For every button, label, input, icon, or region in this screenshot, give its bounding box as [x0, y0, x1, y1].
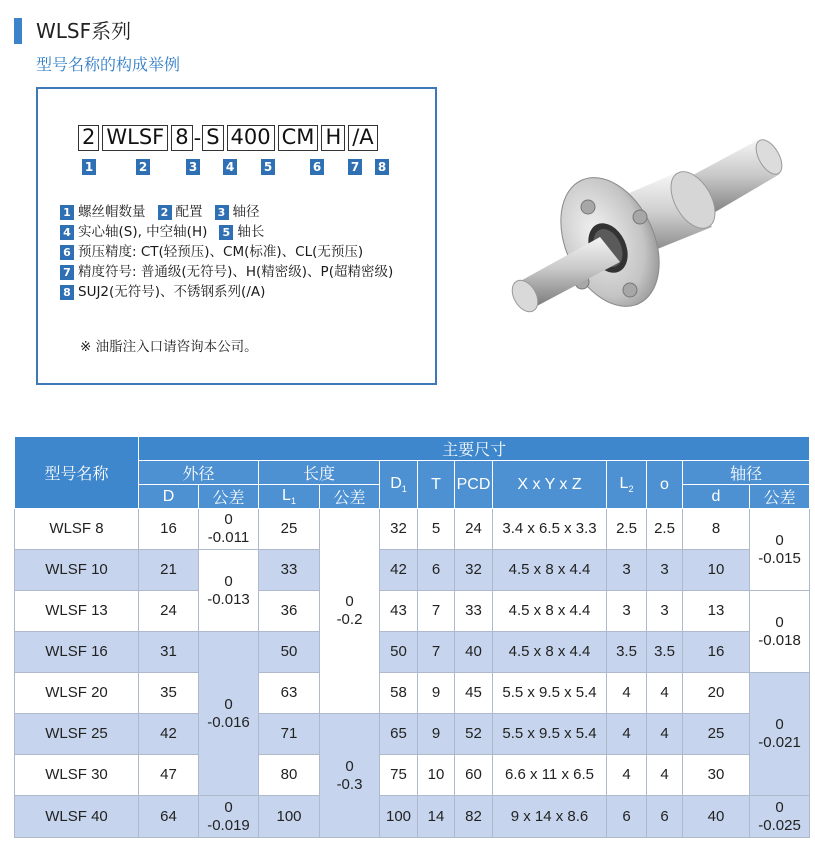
code-number-3: 3 [186, 159, 200, 175]
cell-L2: 6 [607, 796, 647, 838]
code-segment-1: 2 [78, 125, 99, 151]
cell-D1: 42 [380, 550, 418, 591]
header-shaft-diameter: 轴径 [683, 461, 810, 485]
cell-model: WLSF 20 [15, 673, 139, 714]
cell-D: 31 [139, 632, 199, 673]
cell-L1: 25 [259, 509, 320, 550]
cell-d: 10 [683, 550, 750, 591]
cell-model: WLSF 30 [15, 755, 139, 796]
page-title: WLSF系列 [36, 19, 132, 43]
code-number-8: 8 [375, 159, 389, 175]
code-segment-5: 400 [227, 125, 275, 151]
cell-d-tolerance: 0 -0.021 [750, 673, 810, 796]
cell-XYZ: 4.5 x 8 x 4.4 [493, 550, 607, 591]
table-row [15, 755, 810, 796]
cell-L1: 71 [259, 714, 320, 755]
cell-model: WLSF 25 [15, 714, 139, 755]
header-main-dimensions: 主要尺寸 [139, 437, 810, 461]
cell-o: 3 [647, 550, 683, 591]
legend-num: 4 [60, 225, 74, 240]
cell-o: 4 [647, 673, 683, 714]
cell-model: WLSF 10 [15, 550, 139, 591]
cell-PCD: 82 [455, 796, 493, 838]
header-PCD: PCD [455, 461, 493, 509]
title-accent-bar [14, 18, 22, 44]
cell-XYZ: 4.5 x 8 x 4.4 [493, 591, 607, 632]
code-segment-2: WLSF [102, 125, 168, 151]
legend-line-4 [60, 262, 393, 282]
cell-PCD: 33 [455, 591, 493, 632]
cell-D1: 58 [380, 673, 418, 714]
table-row [15, 509, 810, 550]
cell-T: 6 [418, 550, 455, 591]
cell-T: 14 [418, 796, 455, 838]
cell-model: WLSF 8 [15, 509, 139, 550]
header-d: d [683, 485, 750, 509]
flange-hole [633, 210, 647, 224]
cell-D1: 50 [380, 632, 418, 673]
cell-model: WLSF 16 [15, 632, 139, 673]
cell-L2: 3 [607, 591, 647, 632]
code-segment-8: /A [348, 125, 377, 151]
cell-L1: 80 [259, 755, 320, 796]
cell-D-tolerance: 0 -0.019 [199, 796, 259, 838]
legend-text: 实心轴(S), 中空轴(H) [78, 224, 208, 240]
cell-d: 40 [683, 796, 750, 838]
cell-D: 42 [139, 714, 199, 755]
legend-text: 预压精度: CT(轻预压)、CM(标准)、CL(无预压) [78, 244, 364, 260]
code-segment-7: H [321, 125, 345, 151]
code-segment-6: CM [278, 125, 319, 151]
cell-L-tolerance: 0 -0.3 [320, 714, 380, 838]
table-row [15, 673, 810, 714]
cell-PCD: 24 [455, 509, 493, 550]
code-number-7: 7 [348, 159, 362, 175]
cell-D: 16 [139, 509, 199, 550]
legend-text: SUJ2(无符号)、不锈钢系列(/A) [78, 284, 266, 300]
code-number-6: 6 [310, 159, 324, 175]
cell-L2: 2.5 [607, 509, 647, 550]
header-o: o [647, 461, 683, 509]
ball-spline-product-image [500, 122, 800, 342]
model-code-box [36, 87, 437, 385]
cell-d: 25 [683, 714, 750, 755]
cell-D1: 75 [380, 755, 418, 796]
cell-D: 24 [139, 591, 199, 632]
cell-d: 8 [683, 509, 750, 550]
cell-L2: 4 [607, 673, 647, 714]
legend-line-2 [60, 222, 393, 242]
cell-L1: 63 [259, 673, 320, 714]
legend-num: 8 [60, 285, 74, 300]
cell-d: 13 [683, 591, 750, 632]
table-row [15, 591, 810, 632]
header-d-tolerance: 公差 [750, 485, 810, 509]
cell-XYZ: 3.4 x 6.5 x 3.3 [493, 509, 607, 550]
legend-num: 3 [215, 205, 229, 220]
table-row [15, 714, 810, 755]
cell-L1: 50 [259, 632, 320, 673]
code-number-2: 2 [136, 159, 150, 175]
cell-XYZ: 5.5 x 9.5 x 5.4 [493, 714, 607, 755]
cell-D1: 32 [380, 509, 418, 550]
cell-o: 6 [647, 796, 683, 838]
table-row [15, 632, 810, 673]
cell-L1: 36 [259, 591, 320, 632]
cell-D: 21 [139, 550, 199, 591]
legend-num: 6 [60, 245, 74, 260]
legend-num: 5 [219, 225, 233, 240]
cell-PCD: 52 [455, 714, 493, 755]
code-number-5: 5 [261, 159, 275, 175]
cell-PCD: 32 [455, 550, 493, 591]
cell-d: 20 [683, 673, 750, 714]
cell-XYZ: 9 x 14 x 8.6 [493, 796, 607, 838]
cell-T: 9 [418, 714, 455, 755]
header-D-tolerance: 公差 [199, 485, 259, 509]
cell-L2: 3.5 [607, 632, 647, 673]
cell-PCD: 60 [455, 755, 493, 796]
header-length: 长度 [259, 461, 380, 485]
cell-D-tolerance: 0 -0.013 [199, 550, 259, 632]
legend-text: 精度符号: 普通级(无符号)、H(精密级)、P(超精密级) [78, 264, 394, 280]
cell-D: 47 [139, 755, 199, 796]
legend-text: 配置 [175, 204, 203, 220]
cell-L1: 100 [259, 796, 320, 838]
cell-L2: 4 [607, 755, 647, 796]
code-segment-3: 8 [171, 125, 192, 151]
cell-XYZ: 5.5 x 9.5 x 5.4 [493, 673, 607, 714]
table-row [15, 796, 810, 838]
model-code-example [78, 125, 378, 151]
cell-model: WLSF 40 [15, 796, 139, 838]
cell-L2: 4 [607, 714, 647, 755]
cell-o: 4 [647, 755, 683, 796]
cell-L2: 3 [607, 550, 647, 591]
code-segment-4: S [202, 125, 223, 151]
legend-line-5 [60, 282, 393, 302]
header-D: D [139, 485, 199, 509]
header-L1: $L_1$ [259, 485, 320, 509]
cell-XYZ: 6.6 x 11 x 6.5 [493, 755, 607, 796]
cell-D1: 100 [380, 796, 418, 838]
spec-table [14, 436, 810, 838]
header-T: T [418, 461, 455, 509]
code-number-1: 1 [82, 159, 96, 175]
flange-hole [581, 200, 595, 214]
cell-o: 3.5 [647, 632, 683, 673]
code-number-4: 4 [223, 159, 237, 175]
cell-XYZ: 4.5 x 8 x 4.4 [493, 632, 607, 673]
cell-o: 4 [647, 714, 683, 755]
cell-T: 9 [418, 673, 455, 714]
flange-hole [623, 283, 637, 297]
cell-d-tolerance: 0 -0.018 [750, 591, 810, 673]
legend-text: 轴长 [237, 224, 265, 240]
cell-o: 2.5 [647, 509, 683, 550]
cell-d-tolerance: 0 -0.025 [750, 796, 810, 838]
cell-T: 5 [418, 509, 455, 550]
cell-L1: 33 [259, 550, 320, 591]
cell-d: 16 [683, 632, 750, 673]
legend-num: 1 [60, 205, 74, 220]
legend-text: 螺丝帽数量 [78, 204, 146, 220]
cell-D1: 43 [380, 591, 418, 632]
header-XYZ: X x Y x Z [493, 461, 607, 509]
legend-text: 轴径 [232, 204, 260, 220]
header-model: 型号名称 [15, 437, 139, 509]
legend-line-3 [60, 242, 393, 262]
cell-d: 30 [683, 755, 750, 796]
cell-D-tolerance: 0 -0.016 [199, 632, 259, 796]
grease-note: ※ 油脂注入口请咨询本公司。 [80, 339, 258, 355]
cell-T: 10 [418, 755, 455, 796]
code-legend [60, 202, 393, 302]
cell-o: 3 [647, 591, 683, 632]
legend-line-1 [60, 202, 393, 222]
cell-T: 7 [418, 632, 455, 673]
cell-T: 7 [418, 591, 455, 632]
header-D1: $D_1$ [380, 461, 418, 509]
cell-PCD: 45 [455, 673, 493, 714]
cell-D-tolerance: 0 -0.011 [199, 509, 259, 550]
header-L-tolerance: 公差 [320, 485, 380, 509]
cell-PCD: 40 [455, 632, 493, 673]
cell-D: 64 [139, 796, 199, 838]
cell-d-tolerance: 0 -0.015 [750, 509, 810, 591]
legend-num: 7 [60, 265, 74, 280]
header-outer-diameter: 外径 [139, 461, 259, 485]
header-L2: $L_2$ [607, 461, 647, 509]
cell-D1: 65 [380, 714, 418, 755]
legend-num: 2 [158, 205, 172, 220]
cell-D: 35 [139, 673, 199, 714]
section-subtitle: 型号名称的构成举例 [36, 55, 181, 74]
cell-model: WLSF 13 [15, 591, 139, 632]
table-row [15, 550, 810, 591]
code-dash: - [193, 126, 202, 150]
cell-L-tolerance: 0 -0.2 [320, 509, 380, 714]
